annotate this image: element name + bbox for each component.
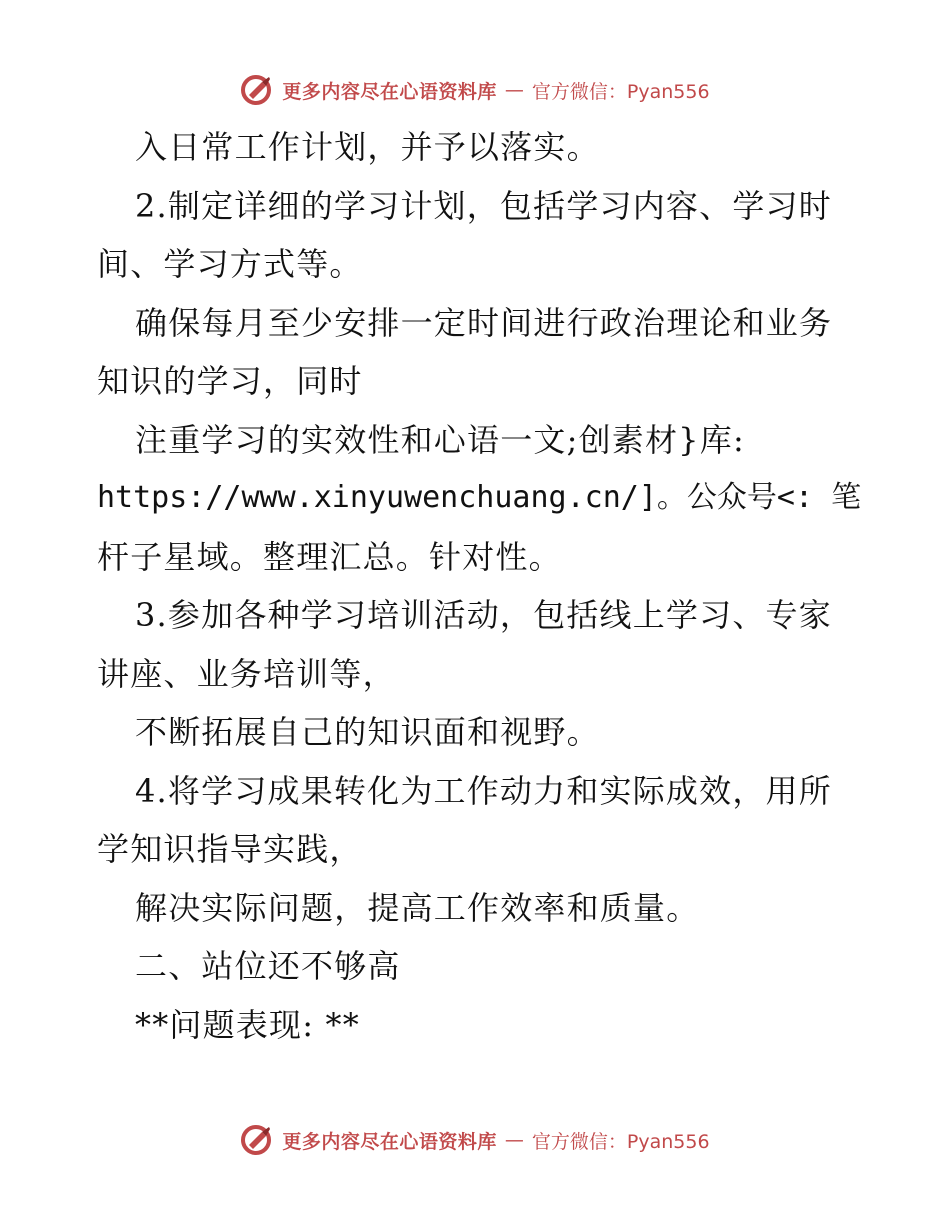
footer-watermark: [0, 1120, 950, 1160]
watermark-brand: 更多内容尽在心语资料库: [282, 1130, 497, 1153]
text-line: **问题表现: **: [135, 1005, 360, 1044]
text-line: 3.参加各种学习培训活动，包括线上学习、专家: [135, 596, 832, 634]
text-line: 杆子星域。整理汇总。针对性。: [97, 537, 562, 576]
text-line: 解决实际问题，提高工作效率和质量。: [135, 888, 700, 927]
text-line: 4.将学习成果转化为工作动力和实际成效，用所: [135, 771, 832, 810]
text-line: 注重学习的实效性和心语一文;创素材}库:: [135, 420, 745, 459]
watermark-separator: —: [504, 79, 524, 101]
text-line-url: https://www.xinyuwenchuang.cn/]。公众号<: 笔: [97, 480, 862, 515]
text-line: 间、学习方式等。: [97, 245, 363, 283]
watermark-contact: 官方微信：Pyan556: [531, 1130, 710, 1153]
section-heading: 二、站位还不够高: [135, 947, 401, 985]
watermark-brand: 更多内容尽在心语资料库: [282, 80, 497, 103]
header-watermark: [0, 70, 950, 110]
text-line: 学知识指导实践，: [97, 830, 363, 868]
brush-circle-logo-icon: [240, 73, 274, 107]
brush-circle-logo-icon: [240, 1123, 274, 1157]
text-line: 不断拓展自己的知识面和视野。: [135, 713, 600, 751]
text-line: 确保每月至少安排一定时间进行政治理论和业务: [135, 303, 833, 342]
text-line: 讲座、业务培训等，: [97, 654, 396, 693]
text-line: 入日常工作计划，并予以落实。: [135, 128, 600, 166]
document-body: [97, 118, 862, 1054]
watermark-separator: —: [504, 1129, 524, 1151]
text-line: 知识的学习，同时: [97, 362, 363, 400]
text-line: 2.制定详细的学习计划，包括学习内容、学习时: [135, 186, 832, 225]
watermark-contact: 官方微信：Pyan556: [531, 80, 710, 103]
